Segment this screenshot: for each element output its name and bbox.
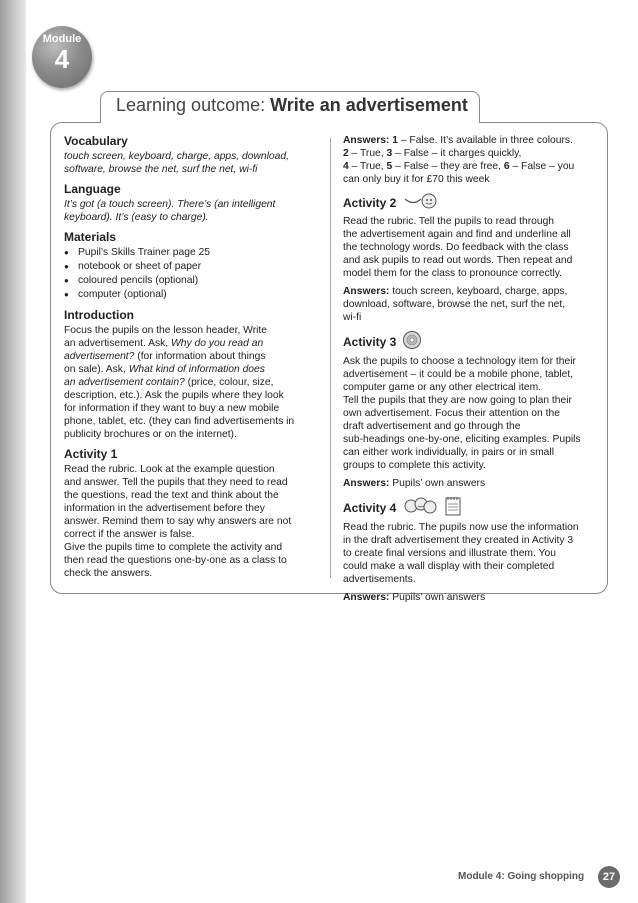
answer-text: – False – they are free, (392, 161, 504, 172)
activity1-text (64, 463, 312, 580)
activity4-text (343, 521, 599, 586)
answers-label: Answers: (343, 286, 390, 297)
learning-outcome-title (116, 95, 468, 116)
activity3-text (343, 355, 599, 472)
activity3-line: groups to complete this activity. (343, 460, 486, 471)
left-margin-stripe (0, 0, 26, 903)
module-number: 4 (54, 44, 70, 74)
activity4-answers (343, 591, 599, 604)
vocabulary-line: touch screen, keyboard, charge, apps, download, (64, 151, 289, 162)
answer-text: – True, (348, 148, 387, 159)
introduction-line: phone, tablet, etc. (they can find advertisements in (64, 416, 295, 427)
materials-item: ● coloured pencils (optional) (64, 274, 312, 288)
language-line: keyboard). It’s (easy to charge). (64, 212, 209, 223)
answers-label: Answers: (343, 478, 390, 489)
answers-line (343, 285, 599, 298)
introduction-line (64, 350, 312, 363)
introduction-line: description, etc.). Ask the pupils where they look (64, 390, 284, 401)
answers-line: wi-fi (343, 312, 362, 323)
answers-line: can only buy it for £70 this week (343, 174, 490, 185)
answer-text: – False – it charges quickly, (392, 148, 522, 159)
introduction-heading: Introduction (64, 308, 134, 322)
learning-outcome-text: Write an advertisement (270, 95, 468, 115)
answer-number: 2 (343, 148, 349, 159)
activity1-line: Read the rubric. Look at the example question (64, 464, 275, 475)
answer-text: Pupils’ own answers (389, 478, 486, 489)
introduction-text (64, 324, 312, 441)
introduction-span: (for information about things (134, 351, 266, 362)
activity1-line: the questions, read the text and think about the (64, 490, 279, 501)
activity3-line: can either work individually, in pairs or in small (343, 447, 554, 458)
activity3-answers (343, 477, 599, 490)
introduction-span: on sale). Ask, (64, 364, 129, 375)
answers-label: Answers: (343, 592, 390, 603)
module-badge (32, 26, 92, 88)
introduction-line: for information if they want to buy a new mobile (64, 403, 280, 414)
activity2-line: model them for the class to pronounce correctly. (343, 268, 563, 279)
notebook-icon (444, 496, 462, 520)
page-number: 27 (598, 866, 620, 888)
cd-icon (402, 330, 422, 354)
activity4-line: Read the rubric. The pupils now use the information (343, 522, 579, 533)
answer-number: 5 (386, 161, 393, 172)
answers-line (343, 147, 599, 160)
materials-heading: Materials (64, 230, 117, 244)
language-heading: Language (64, 182, 121, 196)
activity4-line: could make a wall display with their completed (343, 561, 555, 572)
activity3-line: sub-headings one-by-one, eliciting examples. Pupils (343, 434, 581, 445)
pair-speaking-icon (402, 192, 440, 214)
activity3-line: Tell the pupils that they are now going to plan their (343, 395, 572, 406)
activity2-header (343, 192, 599, 214)
activity2-answers (343, 285, 599, 324)
activity3-line: draft advertisement and go through the (343, 421, 521, 432)
answer-text: – False. It’s available in three colours. (397, 135, 573, 146)
right-column (343, 134, 599, 604)
activity2-line: Read the rubric. Tell the pupils to read through (343, 216, 555, 227)
group-speaking-icon (402, 496, 438, 520)
activity3-heading: Activity 3 (343, 334, 397, 349)
activity1-line: and answer. Tell the pupils that they need to read (64, 477, 288, 488)
activity2-line: and ask pupils to read out words. Then repeat and (343, 255, 573, 266)
activity3-header (343, 330, 599, 354)
introduction-question: Why do you read an (171, 338, 264, 349)
introduction-line (64, 363, 312, 376)
materials-item: ● computer (optional) (64, 288, 312, 302)
answers-label: Answers: (343, 135, 390, 146)
answers-line (343, 160, 599, 173)
activity2-heading: Activity 2 (343, 195, 397, 210)
answer-text: – False – you (509, 161, 575, 172)
answer-text: Pupils’ own answers (389, 592, 486, 603)
introduction-question: an advertisement contain? (64, 377, 185, 388)
vocabulary-line: software, browse the net, surf the net, wi-fi (64, 164, 258, 175)
materials-list (64, 246, 312, 302)
answer-number: 1 (389, 135, 398, 146)
introduction-span: an advertisement. Ask, (64, 338, 172, 349)
activity4-header (343, 496, 599, 520)
activity3-line: advertisement – it could be a mobile phone, tablet, (343, 369, 574, 380)
materials-item: ● Pupil’s Skills Trainer page 25 (64, 246, 312, 260)
activity2-line: the technology words. Do feedback with the class (343, 242, 569, 253)
activity1-line: then read the questions one-by-one as a class to (64, 555, 287, 566)
column-divider (330, 138, 331, 578)
activity1-line: information in the advertisement before they (64, 503, 265, 514)
answer-text: – True, (348, 161, 387, 172)
materials-item: ● notebook or sheet of paper (64, 260, 312, 274)
activity4-line: to create final versions and illustrate them. You (343, 548, 556, 559)
activity4-line: in the draft advertisement they created in Activity 3 (343, 535, 574, 546)
activity3-line: own advertisement. Focus their attention on the (343, 408, 560, 419)
activity1-line: answer. Remind them to say why answers are not (64, 516, 292, 527)
activity1-line: correct if the answer is false. (64, 529, 195, 540)
left-column (64, 134, 312, 580)
activity2-text (343, 215, 599, 280)
activity2-line: the advertisement again and find and underline all (343, 229, 571, 240)
footer-module-title: Module 4: Going shopping (458, 871, 585, 882)
activity1-line: check the answers. (64, 568, 153, 579)
learning-outcome-prefix: Learning outcome: (116, 95, 271, 115)
activity4-heading: Activity 4 (343, 500, 397, 515)
answers-line: download, software, browse the net, surf the net, (343, 299, 566, 310)
introduction-span: (price, colour, size, (184, 377, 274, 388)
activity1-answers (343, 134, 599, 186)
introduction-question: What kind of information does (128, 364, 265, 375)
activity3-line: computer game or any other electrical item. (343, 382, 542, 393)
activity3-line: Ask the pupils to choose a technology item for their (343, 356, 576, 367)
answer-number: 3 (386, 148, 393, 159)
introduction-line (64, 337, 312, 350)
introduction-question: advertisement? (64, 351, 135, 362)
vocabulary-heading: Vocabulary (64, 134, 128, 148)
answer-text: touch screen, keyboard, charge, apps, (389, 286, 568, 297)
module-label: Module (42, 33, 82, 45)
introduction-line (64, 376, 312, 389)
introduction-line: Focus the pupils on the lesson header, Write (64, 325, 268, 336)
activity1-line: Give the pupils time to complete the activity and (64, 542, 283, 553)
answers-line (343, 134, 599, 147)
answer-number: 6 (503, 161, 510, 172)
activity4-line: advertisements. (343, 574, 416, 585)
answer-number: 4 (343, 161, 349, 172)
activity1-heading: Activity 1 (64, 447, 118, 461)
language-line: It’s got (a touch screen). There’s (an intelligent (64, 199, 276, 210)
introduction-line: publicity brochures or on the internet). (64, 429, 237, 440)
